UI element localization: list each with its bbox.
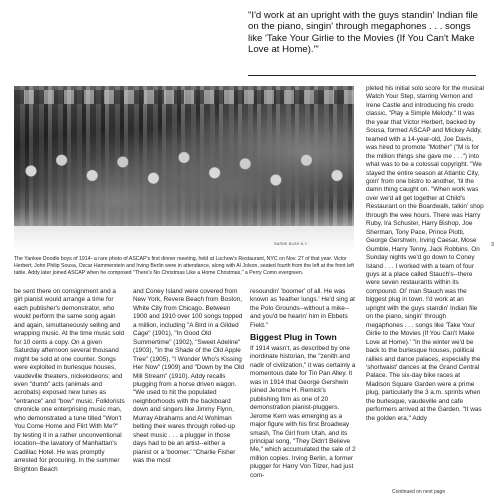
column-4-text: pleted his initial solo score for the musical Watch Your Step, starring Vernon and Irene Castle and introducing his credo classic, "Play a Simple Melody." It was the year that Victor Herbert, backed by Sousa, formed ASCAP and Mickey Addy, teamed with a 14-year-old, Joe Davis, was hired to promote "Mother" ("M is for the million things she gave me . . .") into what was to be a colossal copyright. "We stayed the entire season at Atlantic City, goin' from one bistro to another, 'til the damn thing caught on. "When work was over we'd all get together at Child's Restaurant on the Boardwalk, talkin' shop through the wee hours. There was Harry Ruby, Ira Schuster, Harry Bishop, Joe Sherman, Tony Pace, Prince Piotti, George Gershwin, Irving Caesar, Mose Gumble, Harry Tenny, Jack Robbins. On Sunday nights we'd go down to Coney Island . . . I worked with a team of four guys at a place called Stauch's--there were seven restaurants within its compound. Ol' man Stauch was the biggest plug in town. I'd work at an upright with the guys standin' Indian file on the piano, singin' through megaphones . . . songs like 'Take Your Girlie to the Movies (If You Can't Make Love at Home).' "In the winter we'd be back to the burlesque houses, political rallies and dance palaces, especially the 'shortwaist' dances at the Grand Central Palace. The six-day bike races at Madison Square Garden were a prime plug, particularly the 3 a.m. sprints when the burlesque, vaudeville and cafe performers arrived at the Garden. "It was the golden era," Addy [366,85,484,422]
body-column-3 [250,288,356,330]
body-column-1 [14,288,126,474]
column-3-bottom-text: If 1914 wasn't, as described by one inordinate historian, the "zenith and nadir of civilization," it was certainly a momentous date for Tin Pan Alley. It was in 1914 that George Gershwin joined Jerome H. Remick's publishing firm as one of 20 demonstration pianist-pluggers. Jerome Kern was emerging as a major figure with his first Broadway smash, The Girl from Utah, and its principal song, "They Didn't Believe Me," which accumulated the sale of 2 million copies. Irving Berlin, a former plugger for Harry Von Tilzer, had just com- [250,345,356,479]
continued-note: Continued on next page [392,489,446,495]
page-number: 3 [491,242,494,248]
photo-credit: BARNE BUSH N.Y. [274,242,308,246]
body-column-4 [366,85,484,423]
pull-quote: "I'd work at an upright with the guys standin' Indian file on the piano, singin' through megaphones . . . songs like 'Take Your Girlie to the Movies (If You Can't Make Love at Home).'" [248,10,478,56]
column-2-text: and Coney Island were covered from New York, Revere Beach from Boston, White City from Chicago. Between 1900 and 1910 over 100 songs topped a million, including "A Bird in a Gilded Cage" (1901), "In Good Old Summertime" (1902), "Sweet Adeline" (1903), "In the Shade of the Old Apple Tree" (1905), "I Wonder Who's Kissing Her Now" (1909) and "Down by the Old Mill Stream" (1910). Addy recalls plugging from a horse driven wagon. "We used to hit the populated neighborhoods with the backboard down and singers like Jimmy Flynn, Murray Abrahams and Al Wohlman belting their wares through rolled-up sheet music . . . a plugger in those days had to be an artist--either a pianist or a 'boomer.' "Charlie Fisher was the most [133,288,245,465]
photo-diners [14,126,354,216]
section-subhead: Biggest Plug in Town [250,332,337,342]
photo-banner [14,90,354,104]
photo-caption: The Yankee Doodle boys of 1914--a rare photo of ASCAP's first dinner meeting, held at Luchow's Restaurant, NYC on Nov. 27 of that year. Victor Herbert, John Philip Sousa, Oscar Hammerstein and Irving Berlin were in attendance, along with Al Jolson, seated fourth from the left at the front left table. Addy later joined ASCAP when he composed "There's No Christmas Like a Home Christmas," a Perry Como evergreen. [14,256,354,276]
body-column-2 [133,288,245,466]
column-3-top-text: resoundin' 'boomer' of all. He was known as 'leather lungs.' He'd sing at the Polo Grounds--without a mike--and you'd be hearin' him in Ebbets Field." [250,288,355,329]
photo-table [14,226,354,252]
divider-rule [248,75,476,76]
column-1-text: be sent there on consignment and a girl pianist would arrange a time for each publisher's demonstrator, who would perform the same song again and again, simultaneously selling and wrapping music. At the time music sold for 10 cents a copy. On a given Saturday afternoon several thousand might be sold at one counter. Songs were exploited in burlesque houses, vaudeville theaters, nickelodeons; and even "dumb" acts (animals and acrobats) exposed new tunes as "entrance" and "bow" music. Folklorists chronicle one enterprising music man, who demonstrated a tune titled "Won't You Come Home and Flirt With Me?" by testing it in a rather unconventional location--the lavatory of Manhattan's Cadillac Hotel. He was promptly arrested for procuring. In the summer Brighton Beach [14,288,125,473]
body-column-3-continued [250,345,356,480]
historical-photo [14,86,354,252]
